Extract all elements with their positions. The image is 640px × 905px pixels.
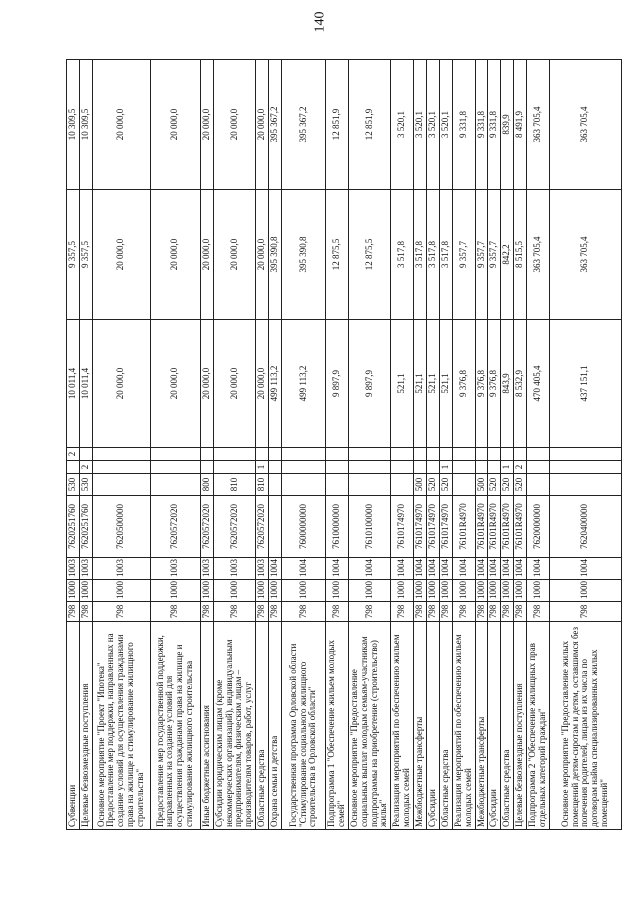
source-code (200, 461, 213, 474)
amount-col-1: 10 011,4 (67, 320, 80, 448)
table-row (514, 60, 527, 830)
amount-col-2: 9 357,5 (67, 190, 80, 320)
subsection-code: 1004 (514, 558, 527, 580)
amount-col-1: 437 151,1 (549, 320, 621, 448)
grbs-code: 798 (475, 602, 488, 622)
grbs-code: 798 (79, 602, 92, 622)
amount-col-2: 3 517,8 (391, 190, 414, 320)
extra-code (475, 448, 488, 461)
table-row (213, 60, 256, 830)
rotated-table-container (66, 60, 610, 830)
grbs-code: 798 (549, 602, 621, 622)
amount-col-2: 395 390,8 (269, 190, 282, 320)
grbs-code: 798 (488, 602, 501, 622)
amount-col-3: 20 000,0 (200, 60, 213, 190)
source-code (150, 461, 200, 474)
row-name: Областные средства (439, 622, 452, 830)
table-row (475, 60, 488, 830)
grbs-code: 798 (501, 602, 514, 622)
table-row (79, 60, 92, 830)
amount-col-2: 8 515,5 (514, 190, 527, 320)
expense-type-code: 800 (200, 474, 213, 496)
table-row (282, 60, 326, 830)
amount-col-3: 9 331,8 (452, 60, 475, 190)
target-article-code: 76101R4970 (475, 496, 488, 558)
budget-table-body (67, 60, 622, 830)
row-name: Межбюджетные трансферты (475, 622, 488, 830)
page-number (0, 11, 640, 33)
row-name: Областные средства (501, 622, 514, 830)
expense-type-code (282, 474, 326, 496)
grbs-code: 798 (326, 602, 349, 622)
amount-col-3: 12 851,9 (326, 60, 349, 190)
extra-code (269, 448, 282, 461)
extra-code: 2 (67, 448, 80, 461)
target-article-code: 76101R4970 (488, 496, 501, 558)
expense-type-code (269, 474, 282, 496)
table-row (391, 60, 414, 830)
expense-type-code: 530 (79, 474, 92, 496)
amount-col-1: 20 000,0 (200, 320, 213, 448)
section-code: 1000 (150, 580, 200, 602)
grbs-code: 798 (427, 602, 440, 622)
section-code: 1000 (514, 580, 527, 602)
grbs-code: 798 (348, 602, 391, 622)
source-code (92, 461, 150, 474)
row-name: Предоставление мер государственной поддержки, направленных на создание условий для осуществления гражданами права на жилище и стимулирование жилищного строительства (150, 622, 200, 830)
amount-col-1: 470 405,4 (527, 320, 550, 448)
subsection-code: 1003 (92, 558, 150, 580)
source-code (213, 461, 256, 474)
subsection-code: 1004 (488, 558, 501, 580)
amount-col-2: 3 517,8 (427, 190, 440, 320)
section-code: 1000 (527, 580, 550, 602)
amount-col-1: 521,1 (391, 320, 414, 448)
section-code: 1000 (348, 580, 391, 602)
source-code: 1 (439, 461, 452, 474)
target-article-code: 7620251760 (67, 496, 80, 558)
table-row (269, 60, 282, 830)
amount-col-3: 8 491,9 (514, 60, 527, 190)
source-code (391, 461, 414, 474)
amount-col-2: 20 000,0 (200, 190, 213, 320)
subsection-code: 1004 (427, 558, 440, 580)
grbs-code: 798 (213, 602, 256, 622)
amount-col-2: 9 357,7 (488, 190, 501, 320)
row-name: Государственная программа Орловской области "Стимулирование социального жилищного строительства в Орловской области" (282, 622, 326, 830)
table-row (67, 60, 80, 830)
source-code: 1 (501, 461, 514, 474)
section-code: 1000 (256, 580, 269, 602)
expense-type-code: 520 (488, 474, 501, 496)
amount-col-3: 9 331,8 (488, 60, 501, 190)
target-article-code: 7620000000 (527, 496, 550, 558)
extra-code (391, 448, 414, 461)
grbs-code: 798 (452, 602, 475, 622)
expense-type-code (150, 474, 200, 496)
subsection-code: 1003 (200, 558, 213, 580)
extra-code (452, 448, 475, 461)
amount-col-3: 9 331,8 (475, 60, 488, 190)
target-article-code: 7610000000 (326, 496, 349, 558)
subsection-code: 1003 (67, 558, 80, 580)
table-row (326, 60, 349, 830)
grbs-code: 798 (92, 602, 150, 622)
row-name: Субсидии (427, 622, 440, 830)
amount-col-3: 395 367,2 (269, 60, 282, 190)
grbs-code: 798 (439, 602, 452, 622)
extra-code (527, 448, 550, 461)
extra-code (439, 448, 452, 461)
amount-col-2: 9 357,7 (452, 190, 475, 320)
amount-col-1: 9 376,8 (475, 320, 488, 448)
extra-code (92, 448, 150, 461)
subsection-code: 1004 (475, 558, 488, 580)
table-row (150, 60, 200, 830)
table-row (348, 60, 391, 830)
section-code: 1000 (92, 580, 150, 602)
row-name: Целевые безвозмездные поступления (79, 622, 92, 830)
amount-col-3: 363 705,4 (549, 60, 621, 190)
amount-col-3: 10 309,5 (79, 60, 92, 190)
extra-code (501, 448, 514, 461)
amount-col-1: 9 376,8 (488, 320, 501, 448)
amount-col-3: 395 367,2 (282, 60, 326, 190)
table-row (501, 60, 514, 830)
amount-col-2: 9 357,7 (475, 190, 488, 320)
table-row (452, 60, 475, 830)
grbs-code: 798 (256, 602, 269, 622)
extra-code (213, 448, 256, 461)
source-code (67, 461, 80, 474)
section-code: 1000 (326, 580, 349, 602)
extra-code (414, 448, 427, 461)
target-article-code: 7620572020 (256, 496, 269, 558)
amount-col-3: 3 520,1 (414, 60, 427, 190)
table-row (527, 60, 550, 830)
amount-col-1: 9 897,9 (348, 320, 391, 448)
extra-code (282, 448, 326, 461)
row-name: Иные бюджетные ассигнования (200, 622, 213, 830)
amount-col-1: 20 000,0 (92, 320, 150, 448)
subsection-code: 1003 (150, 558, 200, 580)
expense-type-code (92, 474, 150, 496)
grbs-code: 798 (150, 602, 200, 622)
subsection-code: 1003 (213, 558, 256, 580)
section-code: 1000 (282, 580, 326, 602)
extra-code (79, 448, 92, 461)
grbs-code: 798 (269, 602, 282, 622)
subsection-code: 1004 (391, 558, 414, 580)
source-code (527, 461, 550, 474)
row-name: Субвенции (67, 622, 80, 830)
extra-code (150, 448, 200, 461)
expense-type-code (326, 474, 349, 496)
table-row (414, 60, 427, 830)
table-row (488, 60, 501, 830)
section-code: 1000 (269, 580, 282, 602)
expense-type-code (527, 474, 550, 496)
amount-col-1: 8 532,9 (514, 320, 527, 448)
budget-table-frame (66, 60, 610, 830)
grbs-code: 798 (391, 602, 414, 622)
expense-type-code (391, 474, 414, 496)
source-code (282, 461, 326, 474)
amount-col-1: 521,1 (414, 320, 427, 448)
grbs-code: 798 (514, 602, 527, 622)
target-article-code: 76101R4970 (452, 496, 475, 558)
subsection-code: 1004 (282, 558, 326, 580)
target-article-code: 7610174970 (391, 496, 414, 558)
table-row (256, 60, 269, 830)
section-code: 1000 (488, 580, 501, 602)
subsection-code: 1004 (549, 558, 621, 580)
amount-col-2: 3 517,8 (414, 190, 427, 320)
section-code: 1000 (549, 580, 621, 602)
row-name: Субсидии юридическим лицам (кроме некоммерческих организаций), индивидуальным предпринимателям, физическим лицам – производителям товаров, работ, услуг (213, 622, 256, 830)
amount-col-1: 20 000,0 (150, 320, 200, 448)
amount-col-2: 20 000,0 (213, 190, 256, 320)
extra-code (326, 448, 349, 461)
row-name: Целевые безвозмездные поступления (514, 622, 527, 830)
extra-code (514, 448, 527, 461)
row-name: Областные средства (256, 622, 269, 830)
source-code (414, 461, 427, 474)
table-row (427, 60, 440, 830)
subsection-code: 1004 (527, 558, 550, 580)
expense-type-code: 520 (501, 474, 514, 496)
amount-col-2: 395 390,8 (282, 190, 326, 320)
section-code: 1000 (200, 580, 213, 602)
source-code (269, 461, 282, 474)
expense-type-code: 810 (213, 474, 256, 496)
row-name: Основное мероприятие "Предоставление социальных выплат молодым семьям-участникам подпрограммы на приобретение (строительство) жилья" (348, 622, 391, 830)
row-name: Субсидии (488, 622, 501, 830)
source-code: 1 (256, 461, 269, 474)
target-article-code: 7600000000 (282, 496, 326, 558)
amount-col-3: 20 000,0 (150, 60, 200, 190)
source-code: 2 (514, 461, 527, 474)
target-article-code: 7610174970 (439, 496, 452, 558)
amount-col-1: 20 000,0 (213, 320, 256, 448)
table-row (549, 60, 621, 830)
subsection-code: 1004 (439, 558, 452, 580)
amount-col-2: 3 517,8 (439, 190, 452, 320)
source-code (488, 461, 501, 474)
row-name: Охрана семьи и детства (269, 622, 282, 830)
amount-col-3: 20 000,0 (92, 60, 150, 190)
amount-col-3: 3 520,1 (391, 60, 414, 190)
amount-col-3: 363 705,4 (527, 60, 550, 190)
subsection-code: 1004 (452, 558, 475, 580)
source-code (549, 461, 621, 474)
budget-table (66, 59, 622, 830)
target-article-code (269, 496, 282, 558)
row-name: Подпрограмма 2 "Обеспечение жилищных прав отдельных категорий граждан" (527, 622, 550, 830)
target-article-code: 7620572020 (150, 496, 200, 558)
amount-col-1: 499 113,2 (282, 320, 326, 448)
amount-col-1: 499 113,2 (269, 320, 282, 448)
source-code (348, 461, 391, 474)
extra-code (200, 448, 213, 461)
extra-code (488, 448, 501, 461)
extra-code (256, 448, 269, 461)
section-code: 1000 (391, 580, 414, 602)
source-code (475, 461, 488, 474)
grbs-code: 798 (282, 602, 326, 622)
source-code (452, 461, 475, 474)
section-code: 1000 (79, 580, 92, 602)
section-code: 1000 (67, 580, 80, 602)
amount-col-3: 839,9 (501, 60, 514, 190)
amount-col-1: 521,1 (439, 320, 452, 448)
amount-col-3: 3 520,1 (439, 60, 452, 190)
row-name: Подпрограмма 1 "Обеспечение жильем молодых семей" (326, 622, 349, 830)
target-article-code: 76101R4970 (514, 496, 527, 558)
amount-col-2: 363 705,4 (549, 190, 621, 320)
amount-col-1: 9 376,8 (452, 320, 475, 448)
section-code: 1000 (501, 580, 514, 602)
section-code: 1000 (439, 580, 452, 602)
table-row (92, 60, 150, 830)
expense-type-code (348, 474, 391, 496)
expense-type-code: 520 (439, 474, 452, 496)
extra-code (549, 448, 621, 461)
amount-col-2: 20 000,0 (150, 190, 200, 320)
amount-col-2: 20 000,0 (92, 190, 150, 320)
amount-col-3: 20 000,0 (213, 60, 256, 190)
expense-type-code (549, 474, 621, 496)
expense-type-code: 500 (475, 474, 488, 496)
amount-col-2: 842,2 (501, 190, 514, 320)
extra-code (348, 448, 391, 461)
target-article-code: 7620572020 (213, 496, 256, 558)
target-article-code: 7610100000 (348, 496, 391, 558)
amount-col-3: 3 520,1 (427, 60, 440, 190)
source-code (427, 461, 440, 474)
source-code (326, 461, 349, 474)
row-name: Реализация мероприятий по обеспечению жильем молодых семей (391, 622, 414, 830)
source-code: 2 (79, 461, 92, 474)
amount-col-2: 9 357,5 (79, 190, 92, 320)
expense-type-code: 530 (67, 474, 80, 496)
target-article-code: 7620500000 (92, 496, 150, 558)
target-article-code: 7610174970 (427, 496, 440, 558)
amount-col-2: 12 875,5 (348, 190, 391, 320)
expense-type-code: 500 (414, 474, 427, 496)
row-name: Основное мероприятие "Предоставление жилых помещений детям-сиротам и детям, оставшимся без попечения родителей, лицам из их числа по договорам найма специализированных жилых помещений" (549, 622, 621, 830)
grbs-code: 798 (67, 602, 80, 622)
subsection-code: 1004 (348, 558, 391, 580)
target-article-code: 7610174970 (414, 496, 427, 558)
section-code: 1000 (414, 580, 427, 602)
subsection-code: 1003 (256, 558, 269, 580)
grbs-code: 798 (527, 602, 550, 622)
grbs-code: 798 (200, 602, 213, 622)
amount-col-1: 9 897,9 (326, 320, 349, 448)
amount-col-1: 20 000,0 (256, 320, 269, 448)
expense-type-code: 810 (256, 474, 269, 496)
target-article-code: 7620400000 (549, 496, 621, 558)
target-article-code: 76101R4970 (501, 496, 514, 558)
row-name: Реализация мероприятий по обеспечению жильем молодых семей (452, 622, 475, 830)
subsection-code: 1004 (326, 558, 349, 580)
section-code: 1000 (452, 580, 475, 602)
amount-col-3: 10 309,5 (67, 60, 80, 190)
expense-type-code: 520 (514, 474, 527, 496)
row-name: Основное мероприятие "Проект "Ипотека" Предоставление мер поддержки, направленных на создание условий для осуществления гражданами права на жилище и стимулирование жилищного строительства" (92, 622, 150, 830)
expense-type-code (452, 474, 475, 496)
amount-col-3: 12 851,9 (348, 60, 391, 190)
subsection-code: 1004 (501, 558, 514, 580)
grbs-code: 798 (414, 602, 427, 622)
amount-col-3: 20 000,0 (256, 60, 269, 190)
table-row (439, 60, 452, 830)
amount-col-1: 521,1 (427, 320, 440, 448)
section-code: 1000 (475, 580, 488, 602)
target-article-code: 7620251760 (79, 496, 92, 558)
page-number-text: 140 (312, 11, 327, 33)
subsection-code: 1004 (414, 558, 427, 580)
subsection-code: 1003 (79, 558, 92, 580)
amount-col-1: 843,9 (501, 320, 514, 448)
section-code: 1000 (427, 580, 440, 602)
row-name: Межбюджетные трансферты (414, 622, 427, 830)
subsection-code: 1004 (269, 558, 282, 580)
amount-col-1: 10 011,4 (79, 320, 92, 448)
section-code: 1000 (213, 580, 256, 602)
amount-col-2: 20 000,0 (256, 190, 269, 320)
expense-type-code: 520 (427, 474, 440, 496)
extra-code (427, 448, 440, 461)
amount-col-2: 12 875,5 (326, 190, 349, 320)
amount-col-2: 363 705,4 (527, 190, 550, 320)
target-article-code: 7620572020 (200, 496, 213, 558)
table-row (200, 60, 213, 830)
